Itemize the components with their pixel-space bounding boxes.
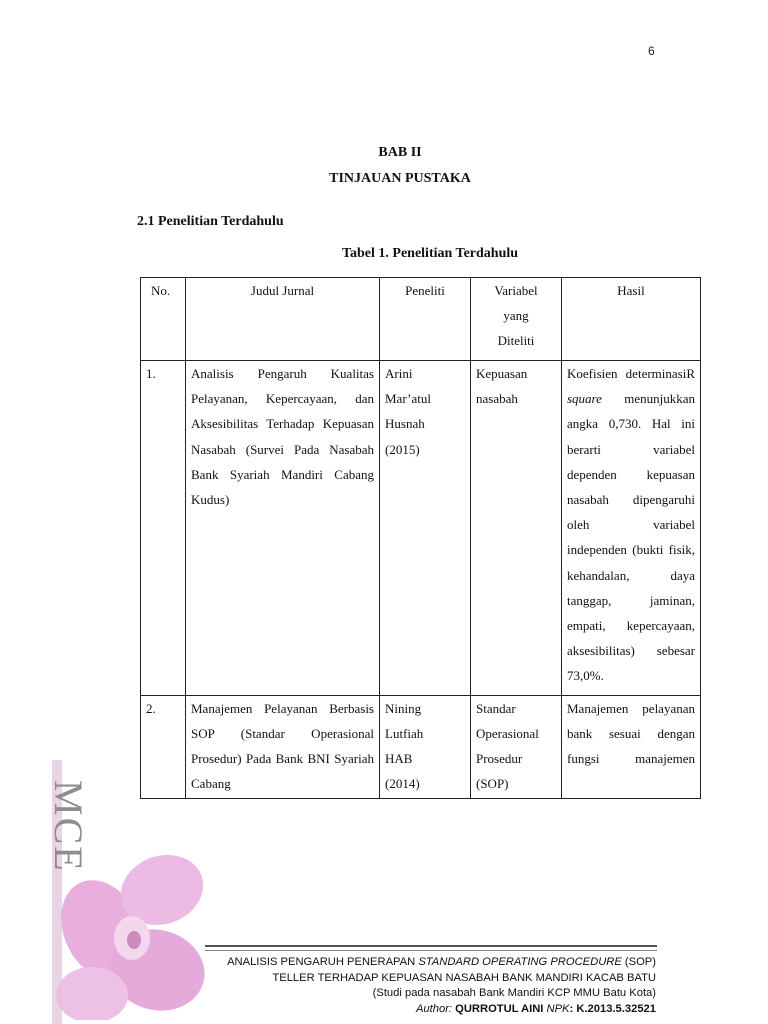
- footer-author-line: Author: QURROTUL AINI NPK: K.2013.5.32521: [415, 1002, 656, 1015]
- row-hasil: Manajemen pelayanan bank sesuai dengan fungsi manajemen: [562, 695, 701, 799]
- footer-title-line1: ANALISIS PENGARUH PENERAPAN STANDARD OPERATING PROCEDURE (SOP): [227, 956, 656, 968]
- chapter-number: BAB II: [378, 145, 422, 160]
- footer-title-line3: (Studi pada nasabah Bank Mandiri KCP MMU Batu Kota): [372, 987, 656, 999]
- chapter-title: TINJAUAN PUSTAKA: [329, 171, 471, 186]
- row-hasil: Koefisien determinasiR square menunjukkan angka 0,730. Hal ini berarti variabel dependen kepuasan nasabah dipengaruhi oleh variabel independen (bukti fisik, kehandalan, daya tanggap, jaminan, empati, kepercayaan, aksesibilitas) sebesar 73,0%.: [562, 361, 701, 696]
- header-peneliti: Peneliti: [380, 278, 471, 361]
- section-heading: 2.1 Penelitian Terdahulu: [137, 214, 284, 229]
- footer-rule: [205, 950, 657, 951]
- table-row: [141, 695, 701, 799]
- row-judul: Manajemen Pelayanan Berbasis SOP (Standar Operasional Prosedur) Pada Bank BNI Syariah Cabang: [186, 695, 380, 799]
- chapter-heading: [0, 140, 768, 192]
- header-variabel: Variabel yang Diteliti: [471, 278, 562, 361]
- header-judul: Judul Jurnal: [186, 278, 380, 361]
- row-judul: Analisis Pengaruh Kualitas Pelayanan, Kepercayaan, dan Aksesibilitas Terhadap Kepuasan Nasabah (Survei Pada Nasabah Bank Syariah Mandiri Cabang Kudus): [186, 361, 380, 696]
- footer-rule: [205, 945, 657, 947]
- row-variabel: Standar Operasional Prosedur (SOP): [471, 695, 562, 799]
- row-peneliti: Nining Lutfiah HAB (2014): [380, 695, 471, 799]
- row-peneliti: Arini Mar’atul Husnah (2015): [380, 361, 471, 696]
- italic-term: square: [567, 391, 602, 407]
- row-no: 1.: [141, 361, 186, 696]
- flower-core: [127, 931, 141, 949]
- watermark-logo: MCE: [46, 780, 91, 873]
- table-header-row: [141, 278, 701, 361]
- header-no: No.: [141, 278, 186, 361]
- table-row: [141, 361, 701, 696]
- footer-title-line2: TELLER TERHADAP KEPUASAN NASABAH BANK MANDIRI KACAB BATU: [272, 971, 656, 984]
- row-no: 2.: [141, 695, 186, 799]
- header-hasil: Hasil: [562, 278, 701, 361]
- research-table: [140, 277, 701, 799]
- row-variabel: Kepuasan nasabah: [471, 361, 562, 696]
- table-caption: Tabel 1. Penelitian Terdahulu: [341, 246, 519, 261]
- footer: [196, 955, 656, 1017]
- page-number: 6: [648, 44, 655, 58]
